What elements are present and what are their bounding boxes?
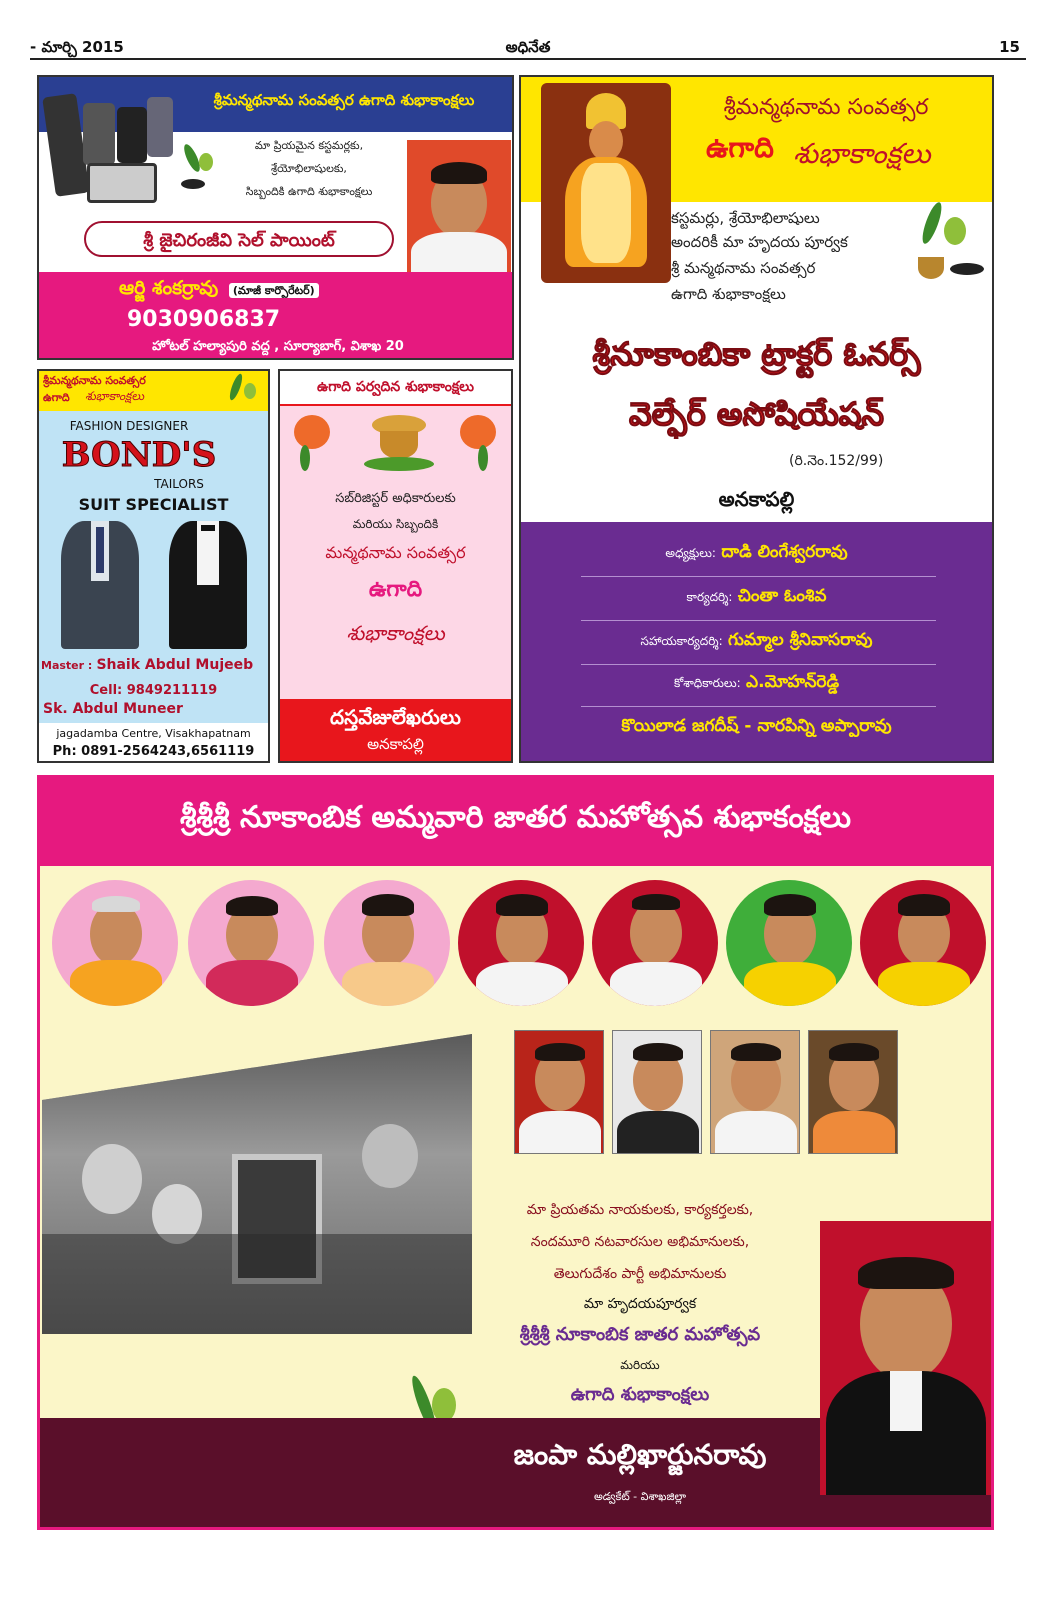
member-role: కార్యదర్శి: — [686, 590, 733, 604]
writers-header-rule — [280, 404, 511, 406]
tractor-msg3: శ్రీ మన్మథనామ సంవత్సర — [671, 259, 816, 277]
leader-photo — [52, 880, 178, 1006]
leader-photo — [860, 880, 986, 1006]
jathara-msg4: మా హృదయపూర్వక — [583, 1296, 697, 1312]
member-role: సహాయకార్యదర్శి: — [640, 634, 723, 648]
member-name: దాడి లింగేశ్వరరావు — [721, 542, 848, 562]
suit-image — [61, 521, 139, 649]
bonds-master — [41, 657, 253, 673]
writers-line1: సబ్‌రిజిస్టర్ అధికారులకు — [335, 491, 456, 506]
owner-photo — [407, 140, 511, 272]
advocate-photo — [820, 1221, 992, 1495]
suit-specialist-label: SUIT SPECIALIST — [78, 495, 229, 514]
ugadi-pot-icon — [364, 415, 434, 473]
tuxedo-image — [169, 521, 247, 649]
advocate-name: జంపా మల్లిఖార్జునరావు — [513, 1438, 767, 1471]
registration-number: (రి.నెం.152/99) — [789, 453, 884, 469]
member-name: ఎ.మోహన్‌రెడ్డి — [746, 672, 840, 692]
leader-photo — [324, 880, 450, 1006]
ad-cell-greeting: శ్రీమన్మథనామ సంవత్సర ఉగాది శుభాకాంక్షలు — [213, 91, 475, 109]
member-name: గుమ్మాల శ్రీనివాసరావు — [728, 630, 873, 650]
ad-cell-point — [37, 75, 514, 360]
writers-line2: మరియు సిబ్బందికి — [352, 517, 439, 531]
bonds-script: శుభాకాంక్షలు — [85, 389, 144, 403]
member-photo — [514, 1030, 604, 1154]
bonds-brand: BOND'S — [61, 435, 217, 475]
ad-bonds-tailors — [37, 369, 270, 763]
bonds-address: jagadamba Centre, Visakhapatnam — [56, 727, 251, 740]
writers-script: శుభాకాంక్షలు — [346, 621, 445, 645]
fashion-designer-label: FASHION DESIGNER — [69, 419, 189, 433]
member-row — [521, 586, 992, 610]
writers-line4: ఉగాది — [368, 577, 423, 602]
association-name-2: వెల్ఫేర్ అసోషియేషన్ — [628, 395, 884, 433]
jathara-msg2: నందమూరి నటవారసుల అభిమానులకు, — [530, 1234, 750, 1250]
shop-name: శ్రీ జైచిరంజీవి సెల్ పాయింట్ — [84, 221, 394, 257]
association-place: అనకాపల్లి — [718, 487, 795, 511]
tractor-script: శుభాకాంక్షలు — [793, 137, 931, 170]
advocate-designation: అడ్వకేట్ - విశాఖజిల్లా — [593, 1490, 687, 1503]
member-role: అధ్యక్షులు: — [665, 546, 716, 560]
ad-jathara — [37, 775, 994, 1530]
member-photo — [710, 1030, 800, 1154]
owner-phone: 9030906837 — [127, 307, 281, 332]
member-role: కోశాధికారులు: — [673, 676, 741, 690]
shop-address: హోటల్ హల్యాపురి వద్ద , సూర్యాబాగ్, విశాఖ 20 — [152, 339, 404, 354]
writers-footer1: దస్తవేజులేఖరులు — [330, 705, 461, 729]
leader-photo — [726, 880, 852, 1006]
master-label: Master : — [41, 659, 93, 672]
mango-leaves-icon — [906, 197, 986, 297]
member-photo — [612, 1030, 702, 1154]
ad-cell-msg2: శ్రేయోభిలాషులకు, — [271, 162, 347, 175]
member-name: చింతా ఓంశివ — [737, 586, 827, 606]
jathara-msg6: మరియు — [620, 1358, 660, 1372]
page-number: 15 — [999, 38, 1020, 56]
member-photo — [808, 1030, 898, 1154]
ad-cell-msg3: సిబ్బందికి ఉగాది శుభాకాంక్షలు — [245, 185, 373, 198]
page-header — [30, 36, 1026, 60]
owner-name — [119, 277, 319, 304]
jathara-msg5: శ్రీశ్రీశ్రీ నూకాంబిక జాతర మహోత్సవ — [519, 1324, 761, 1345]
writers-footer2: అనకాపల్లి — [367, 735, 424, 753]
bonds-phone: Ph: 0891-2564243,6561119 — [52, 744, 255, 759]
writers-line3: మన్మథనామ సంవత్సర — [325, 543, 466, 562]
bonds-son: Sk. Abdul Muneer — [43, 701, 183, 717]
member-row — [521, 542, 992, 566]
jathara-msg3: తెలుగుదేశం పార్టీ అభిమానులకు — [553, 1266, 727, 1282]
jathara-msg1: మా ప్రియతమ నాయకులకు, కార్యకర్తలకు, — [526, 1202, 754, 1218]
tractor-greeting2: ఉగాది — [706, 131, 774, 164]
tractor-msg1: కస్టమర్లు, శ్రేయోభిలాషులు — [671, 209, 820, 227]
owner-name-text: ఆర్జి శంకర్రావు — [119, 277, 219, 299]
goddess-image — [541, 83, 671, 283]
member-row — [521, 672, 992, 696]
owner-title: (మాజీ కార్పొరేటర్) — [229, 283, 319, 298]
ad-tractor-association — [519, 75, 994, 763]
master-name: Shaik Abdul Mujeeb — [96, 657, 254, 673]
ad-document-writers — [278, 369, 513, 763]
paper-name: అధినేత — [505, 38, 551, 56]
tailors-label: TAILORS — [154, 477, 204, 491]
ad-cell-msg1: మా ప్రియమైన కస్టమర్లకు, — [254, 139, 364, 152]
member-name: కొయిలాడ జగదీష్ - నారపిన్ని అప్పారావు — [621, 716, 892, 736]
jathara-msg7: ఉగాది శుభాకాంక్షలు — [570, 1384, 710, 1405]
tractor-greeting1: శ్రీమన్మథనామ సంవత్సర — [723, 95, 929, 120]
writers-header: ఉగాది పర్వదిన శుభాకాంక్షలు — [317, 379, 474, 395]
mango-leaves-icon — [456, 415, 502, 475]
association-name-1: శ్రీనూకాంబికా ట్రాక్టర్ ఓనర్స్ — [592, 335, 921, 373]
phones-image — [43, 85, 173, 205]
leader-photo — [592, 880, 718, 1006]
mango-leaves-icon — [290, 415, 336, 475]
bonds-cell: Cell: 9849211119 — [89, 683, 218, 698]
members-panel — [521, 522, 992, 763]
leader-photo — [458, 880, 584, 1006]
bonds-greeting1: శ్రీమన్మథనామ సంవత్సర — [43, 374, 146, 387]
jathara-banner-text: శ్రీశ్రీశ్రీ నూకాంబిక అమ్మవారి జాతర మహోత్సవ శుభాకంక్షలు — [180, 800, 851, 835]
tractor-msg2: అందరికీ మా హృదయ పూర్వక — [671, 233, 848, 251]
leader-photo — [188, 880, 314, 1006]
bonds-greeting2: ఉగాది — [43, 391, 70, 404]
member-row — [521, 716, 992, 740]
issue-date: - మార్చి 2015 — [30, 38, 124, 56]
mango-leaves-icon — [224, 373, 264, 413]
event-photo — [42, 1034, 472, 1334]
member-row — [521, 630, 992, 654]
tractor-msg4: ఉగాది శుభాకాంక్షలు — [671, 285, 786, 303]
